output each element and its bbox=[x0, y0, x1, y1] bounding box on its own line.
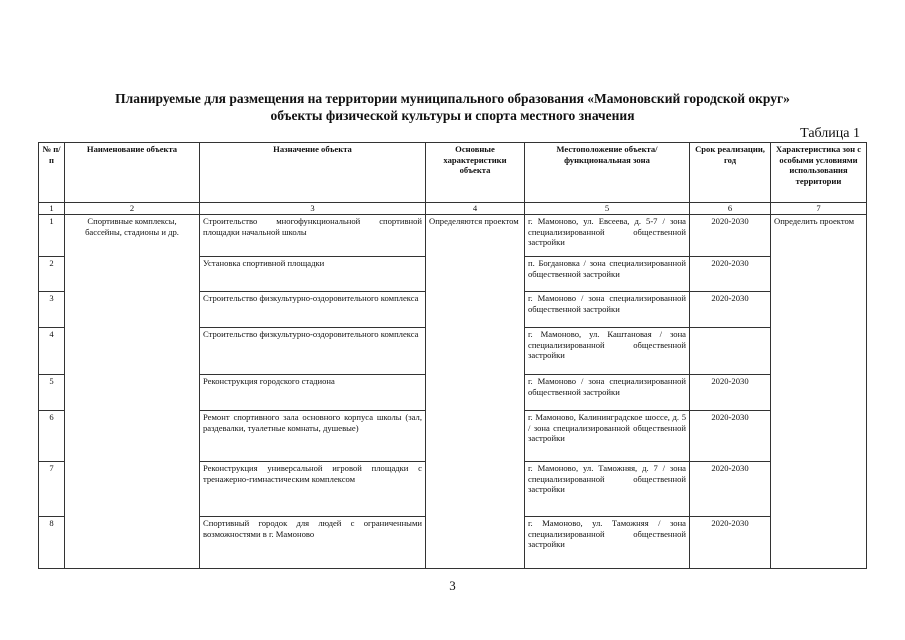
term-cell: 2020-2030 bbox=[690, 462, 771, 517]
header-zone-conditions: Характеристика зон с особыми условиями использования территории bbox=[771, 143, 867, 203]
object-name-cell: Спортивные комплексы, бассейны, стадионы и др. bbox=[65, 215, 200, 569]
sports-objects-table bbox=[38, 142, 867, 569]
header-characteristics: Основные характеристики объекта bbox=[426, 143, 525, 203]
table-label: Таблица 1 bbox=[800, 126, 860, 141]
row-number: 7 bbox=[39, 462, 65, 517]
term-cell: 2020-2030 bbox=[690, 292, 771, 328]
term-cell: 2020-2030 bbox=[690, 375, 771, 411]
row-number: 3 bbox=[39, 292, 65, 328]
column-number: 1 bbox=[39, 203, 65, 215]
header-purpose: Назначение объекта bbox=[200, 143, 426, 203]
purpose-cell: Реконструкция универсальной игровой площадки с тренажерно-гимнастическим комплексом bbox=[200, 462, 426, 517]
term-cell: 2020-2030 bbox=[690, 411, 771, 462]
column-number-row bbox=[39, 203, 867, 215]
page-number: 3 bbox=[449, 578, 456, 593]
row-number: 2 bbox=[39, 257, 65, 292]
purpose-cell: Ремонт спортивного зала основного корпуса школы (зал, раздевалки, туалетные комнаты, душевые) bbox=[200, 411, 426, 462]
term-cell: 2020-2030 bbox=[690, 517, 771, 569]
column-number: 3 bbox=[200, 203, 426, 215]
location-cell: г. Мамоново / зона специализированной общественной застройки bbox=[525, 375, 690, 411]
purpose-cell: Строительство физкультурно-оздоровительного комплекса bbox=[200, 328, 426, 375]
table-row bbox=[39, 215, 867, 257]
title-line-2: объекты физической культуры и спорта местного значения bbox=[270, 108, 635, 123]
term-cell bbox=[690, 328, 771, 375]
location-cell: г. Мамоново / зона специализированной общественной застройки bbox=[525, 292, 690, 328]
purpose-cell: Реконструкция городского стадиона bbox=[200, 375, 426, 411]
header-num: № п/п bbox=[39, 143, 65, 203]
location-cell: г. Мамоново, ул. Каштановая / зона специализированной общественной застройки bbox=[525, 328, 690, 375]
column-number: 5 bbox=[525, 203, 690, 215]
purpose-cell: Строительство физкультурно-оздоровительного комплекса bbox=[200, 292, 426, 328]
header-term: Срок реализации, год bbox=[690, 143, 771, 203]
row-number: 4 bbox=[39, 328, 65, 375]
term-cell: 2020-2030 bbox=[690, 215, 771, 257]
table-header-row bbox=[39, 143, 867, 203]
page-title bbox=[40, 90, 865, 124]
location-cell: г. Мамоново, ул. Таможняя, д. 7 / зона специализированной общественной застройки bbox=[525, 462, 690, 517]
location-cell: г. Мамоново, Калининградское шоссе, д. 5 / зона специализированной общественной застройки bbox=[525, 411, 690, 462]
row-number: 6 bbox=[39, 411, 65, 462]
column-number: 6 bbox=[690, 203, 771, 215]
purpose-cell: Установка спортивной площадки bbox=[200, 257, 426, 292]
column-number: 2 bbox=[65, 203, 200, 215]
column-number: 4 bbox=[426, 203, 525, 215]
location-cell: г. Мамоново, ул. Таможняя / зона специализированной общественной застройки bbox=[525, 517, 690, 569]
header-object-name: Наименование объекта bbox=[65, 143, 200, 203]
row-number: 1 bbox=[39, 215, 65, 257]
row-number: 5 bbox=[39, 375, 65, 411]
location-cell: п. Богдановка / зона специализированной общественной застройки bbox=[525, 257, 690, 292]
header-location: Местоположение объекта/ функциональная зона bbox=[525, 143, 690, 203]
characteristics-cell: Определяются проектом bbox=[426, 215, 525, 569]
title-line-1: Планируемые для размещения на территории муниципального образования «Мамоновский городской округ» bbox=[115, 91, 790, 106]
purpose-cell: Спортивный городок для людей с ограниченными возможностями в г. Мамоново bbox=[200, 517, 426, 569]
zone-conditions-cell: Определить проектом bbox=[771, 215, 867, 569]
column-number: 7 bbox=[771, 203, 867, 215]
term-cell: 2020-2030 bbox=[690, 257, 771, 292]
location-cell: г. Мамоново, ул. Евсеева, д. 5-7 / зона специализированной общественной застройки bbox=[525, 215, 690, 257]
purpose-cell: Строительство многофункциональной спортивной площадки начальной школы bbox=[200, 215, 426, 257]
row-number: 8 bbox=[39, 517, 65, 569]
